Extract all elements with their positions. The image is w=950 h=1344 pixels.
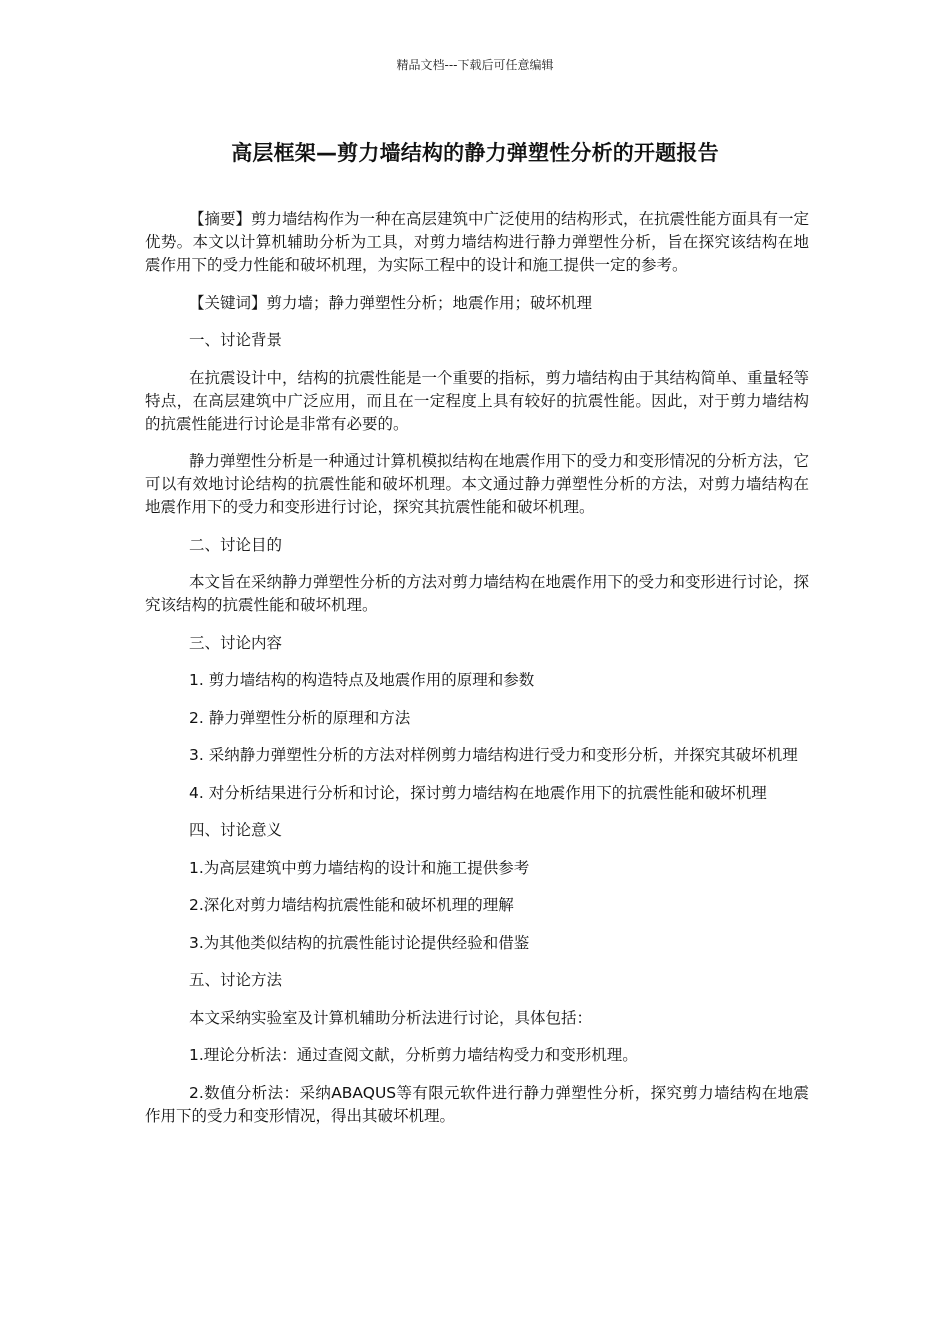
content-item-3: 3. 采纳静力弹塑性分析的方法对样例剪力墙结构进行受力和变形分析，并探究其破坏机理 bbox=[189, 746, 798, 764]
document-title: 高层框架—剪力墙结构的静力弹塑性分析的开题报告 bbox=[231, 141, 719, 165]
section-heading-method: 五、讨论方法 bbox=[189, 971, 283, 989]
significance-item-2: 2.深化对剪力墙结构抗震性能和破坏机理的理解 bbox=[189, 896, 514, 914]
content-item-2: 2. 静力弹塑性分析的原理和方法 bbox=[189, 708, 411, 727]
section-heading-purpose: 二、讨论目的 bbox=[189, 535, 283, 554]
method-intro-paragraph: 本文采纳实验室及计算机辅助分析法进行讨论，具体包括： bbox=[189, 1008, 593, 1027]
purpose-paragraph: 本文旨在采纳静力弹塑性分析的方法对剪力墙结构在地震作用下的受力和变形进行讨论，探究该结构的抗震性能和破坏机理。 bbox=[145, 573, 810, 614]
section-heading-content: 三、讨论内容 bbox=[189, 633, 283, 652]
page-header-watermark: 精品文档---下载后可任意编辑 bbox=[396, 58, 554, 72]
document-body bbox=[145, 208, 809, 1142]
section-heading-background: 一、讨论背景 bbox=[189, 331, 283, 349]
content-item-4: 4. 对分析结果进行分析和讨论，探讨剪力墙结构在地震作用下的抗震性能和破坏机理 bbox=[189, 783, 767, 802]
keywords-paragraph: 【关键词】剪力墙；静力弹塑性分析；地震作用；破坏机理 bbox=[189, 293, 593, 312]
significance-item-1: 1.为高层建筑中剪力墙结构的设计和施工提供参考 bbox=[189, 858, 530, 877]
method-item-1: 1.理论分析法：通过查阅文献，分析剪力墙结构受力和变形机理。 bbox=[189, 1046, 638, 1064]
background-paragraph-2: 静力弹塑性分析是一种通过计算机模拟结构在地震作用下的受力和变形情况的分析方法，它可以有效地讨论结构的抗震性能和破坏机理。本文通过静力弹塑性分析的方法，对剪力墙结构在地震作用下的受力和变形进行讨论，探究其抗震性能和破坏机理。 bbox=[145, 452, 810, 516]
method-item-2: 2.数值分析法：采纳ABAQUS等有限元软件进行静力弹塑性分析，探究剪力墙结构在地震作用下的受力和变形情况，得出其破坏机理。 bbox=[145, 1083, 809, 1125]
section-heading-significance: 四、讨论意义 bbox=[189, 821, 283, 839]
content-item-1: 1. 剪力墙结构的构造特点及地震作用的原理和参数 bbox=[189, 671, 535, 689]
abstract-paragraph: 【摘要】剪力墙结构作为一种在高层建筑中广泛使用的结构形式，在抗震性能方面具有一定优势。本文以计算机辅助分析为工具，对剪力墙结构进行静力弹塑性分析，旨在探究该结构在地震作用下的受力性能和破坏机理，为实际工程中的设计和施工提供一定的参考。 bbox=[145, 210, 810, 274]
significance-item-3: 3.为其他类似结构的抗震性能讨论提供经验和借鉴 bbox=[189, 933, 530, 952]
background-paragraph-1: 在抗震设计中，结构的抗震性能是一个重要的指标，剪力墙结构由于其结构简单、重量轻等特点，在高层建筑中广泛应用，而且在一定程度上具有较好的抗震性能。因此，对于剪力墙结构的抗震性能进行讨论是非常有必要的。 bbox=[145, 368, 810, 433]
